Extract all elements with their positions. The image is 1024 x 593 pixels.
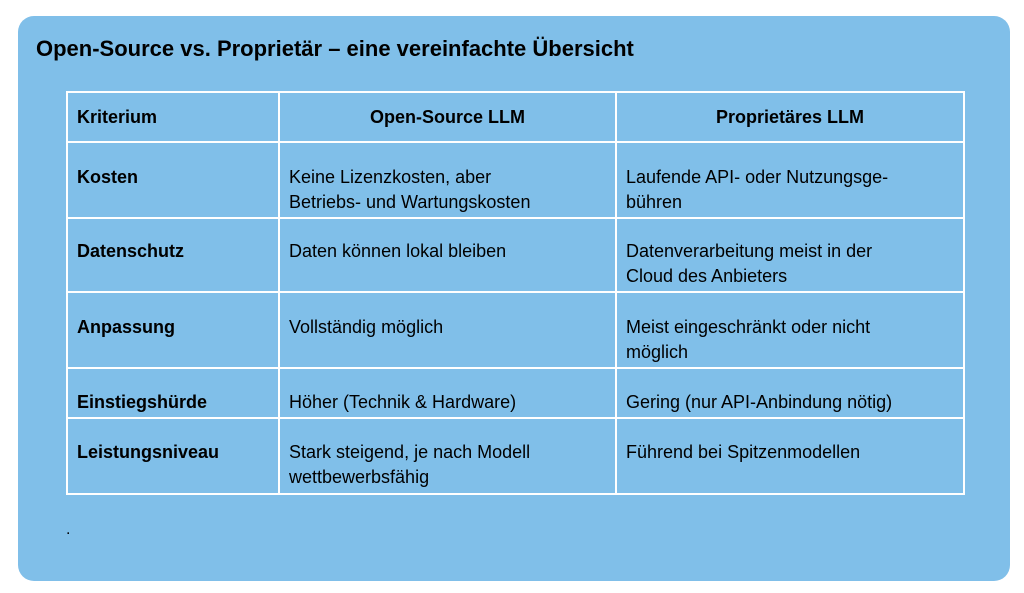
row-criterion: Kosten — [67, 142, 279, 218]
table-header-row — [67, 92, 964, 142]
table-row — [67, 292, 964, 368]
header-proprietary: Proprietäres LLM — [616, 92, 964, 142]
table-row — [67, 418, 964, 494]
header-open-source: Open-Source LLM — [279, 92, 616, 142]
row-open-source-cell — [279, 142, 616, 218]
footnote-dot: . — [66, 521, 71, 538]
row-criterion: Datenschutz — [67, 218, 279, 292]
row-proprietary-cell — [616, 142, 964, 218]
header-kriterium: Kriterium — [67, 92, 279, 142]
table-row — [67, 142, 964, 218]
table-row — [67, 218, 964, 292]
comparison-table — [66, 91, 965, 495]
row-criterion: Einstiegshürde — [67, 368, 279, 418]
slide-panel — [18, 16, 1010, 581]
row-open-source-cell: Vollständig möglich — [279, 292, 616, 368]
row-open-source-cell — [279, 418, 616, 494]
cell-text: Datenverarbeitung meist in der Cloud des Anbieters — [626, 241, 873, 286]
cell-text: Meist eingeschränkt oder nicht möglich — [626, 317, 871, 362]
cell-text: Stark steigend, je nach Modell wettbewerbsfähig — [289, 442, 531, 487]
slide-title: Open-Source vs. Proprietär – eine vereinfachte Übersicht — [36, 36, 634, 61]
cell-text: Keine Lizenzkosten, aber Betriebs- und Wartungskosten — [289, 167, 531, 212]
row-open-source-cell: Daten können lokal bleiben — [279, 218, 616, 292]
row-criterion: Leistungsniveau — [67, 418, 279, 494]
row-criterion: Anpassung — [67, 292, 279, 368]
table-row — [67, 368, 964, 418]
row-proprietary-cell — [616, 292, 964, 368]
row-proprietary-cell: Führend bei Spitzenmodellen — [616, 418, 964, 494]
row-proprietary-cell — [616, 218, 964, 292]
row-proprietary-cell: Gering (nur API-Anbindung nötig) — [616, 368, 964, 418]
row-open-source-cell: Höher (Technik & Hardware) — [279, 368, 616, 418]
cell-text: Laufende API- oder Nutzungsge- bühren — [626, 167, 889, 212]
